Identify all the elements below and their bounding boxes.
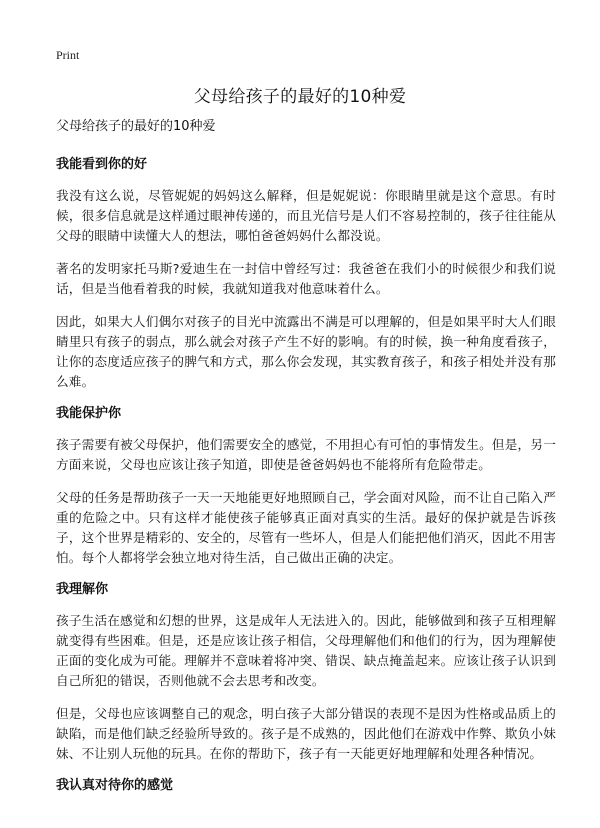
section-heading: 我理解你 (56, 582, 109, 597)
print-link[interactable]: Print (56, 48, 80, 62)
section-heading: 我能看到你的好 (56, 157, 148, 172)
paragraph: 但是，父母也应该调整自己的观念，明白孩子大部分错误的表现不是因为性格或品质上的缺陷，而是他们缺乏经验所导致的。孩子是不成熟的，因此他们在游戏中作弊、欺负小妹妹、不让别人玩他的玩具。在你的帮助下，孩子有一天能更好地理解和处理各种情况。 (56, 706, 556, 761)
document-title: 父母给孩子的最好的10种爱 (193, 87, 407, 107)
paragraph: 我没有这么说，尽管妮妮的妈妈这么解释，但是妮妮说：你眼睛里就是这个意思。有时候，很多信息就是这样通过眼神传递的，而且光信号是人们不容易控制的，孩子往往能从父母的眼睛中读懂大人的想法，哪怕爸爸妈妈什么都没说。 (56, 188, 556, 243)
section-protect-you (56, 405, 556, 568)
paragraph: 父母的任务是帮助孩子一天一天地能更好地照顾自己，学会面对风险，而不让自己陷入严重的危险之中。只有这样才能使孩子能够真正面对真实的生活。最好的保护就是告诉孩子，这个世界是精彩的、安全的，尽管有一些坏人，但是人们能把他们消灭，因此不用害怕。每个人都将学会独立地对待生活，自己做出正确的决定。 (56, 490, 556, 565)
section-take-feelings-seriously (56, 777, 556, 795)
section-heading: 我认真对待你的感觉 (56, 778, 174, 793)
paragraph: 著名的发明家托马斯?爱迪生在一封信中曾经写过：我爸爸在我们小的时候很少和我们说话，但是当他看着我的时候，我就知道我对他意味着什么。 (56, 261, 556, 296)
document-body (56, 118, 556, 807)
section-see-your-good (56, 156, 556, 392)
section-understand-you (56, 581, 556, 764)
document-subtitle: 父母给孩子的最好的10种爱 (56, 119, 216, 134)
paragraph: 孩子需要有被父母保护，他们需要安全的感觉，不用担心有可怕的事情发生。但是，另一方面来说，父母也应该让孩子知道，即使是爸爸妈妈也不能将所有危险带走。 (56, 437, 556, 472)
paragraph: 孩子生活在感觉和幻想的世界，这是成年人无法进入的。因此，能够做到和孩子互相理解就变得有些困难。但是，还是应该让孩子相信，父母理解他们和他们的行为，因为理解使正面的变化成为可能。理解并不意味着将冲突、错误、缺点掩盖起来。应该让孩子认识到自己所犯的错误，否则他就不会去思考和改变。 (56, 613, 556, 688)
paragraph: 因此，如果大人们偶尔对孩子的目光中流露出不满是可以理解的，但是如果平时大人们眼睛里只有孩子的弱点，那么就会对孩子产生不好的影响。有的时候，换一种角度看孩子，让你的态度适应孩子的脾气和方式，那么你会发现，其实教育孩子，和孩子相处并没有那么难。 (56, 314, 556, 389)
section-heading: 我能保护你 (56, 406, 122, 421)
